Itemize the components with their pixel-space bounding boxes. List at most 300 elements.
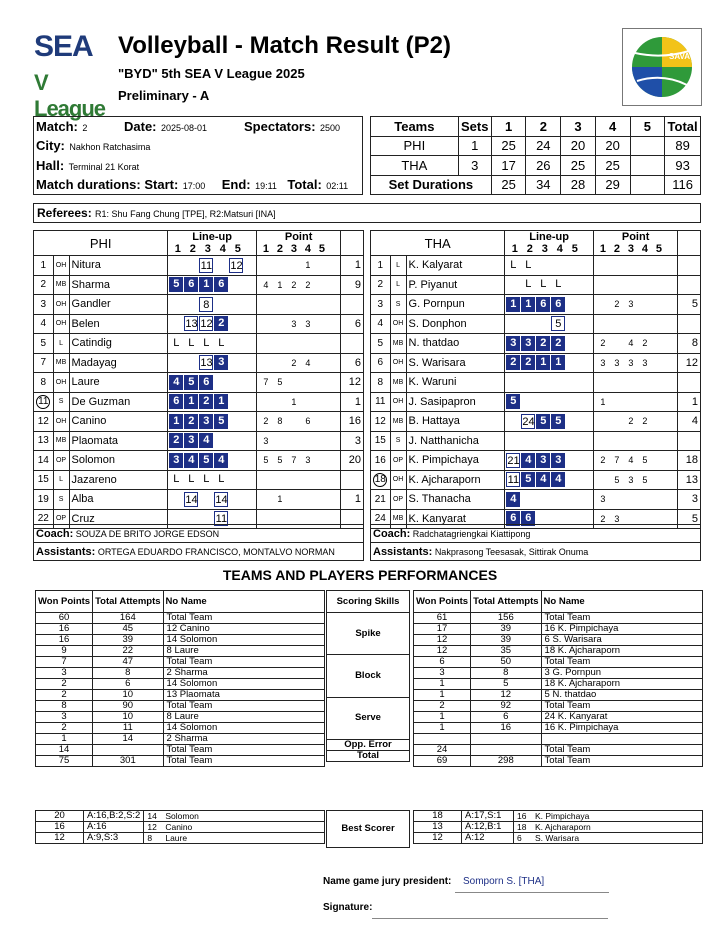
point-set-number: 3	[290, 243, 297, 255]
won-points: 12	[414, 646, 471, 657]
lineup-position-box	[521, 492, 535, 507]
player-name: N. thatdao	[406, 334, 505, 354]
best-scorer-breakdown: A:9,S:3	[84, 833, 144, 844]
player-or-team: Total Team	[541, 613, 702, 624]
lineup-position-box: 1	[184, 394, 198, 409]
player-or-team: 8 Laure	[163, 646, 324, 657]
player-position: MB	[53, 431, 69, 451]
performance-row	[36, 712, 325, 723]
best-scorer-points: 13	[414, 822, 462, 833]
sets-cell	[630, 136, 665, 156]
player-number: 24	[371, 509, 391, 529]
player-or-team: Total Team	[163, 756, 324, 767]
player-total-points: 1	[341, 490, 364, 510]
player-row	[34, 353, 364, 373]
phi-lineup-table	[33, 230, 364, 529]
set-point: 5	[263, 455, 269, 466]
lineup-position-box: 2	[199, 394, 213, 409]
lineup-position-box: L	[555, 278, 562, 291]
lineup-position-box	[229, 453, 243, 468]
best-scorer-player	[514, 811, 703, 822]
performance-row	[414, 668, 703, 679]
set-point: 3	[305, 455, 311, 466]
sets-header-cell: 5	[630, 117, 665, 137]
player-total-points: 12	[678, 353, 701, 373]
player-number: 1	[34, 256, 54, 276]
player-set-points	[256, 490, 340, 510]
set-point: 4	[628, 455, 634, 466]
best-scorer-breakdown: A:12	[462, 833, 514, 844]
date-row	[124, 118, 207, 136]
total-attempts: 5	[471, 679, 541, 690]
set-point: 2	[305, 279, 311, 290]
lineup-position-box: 13	[185, 318, 198, 331]
lineup-position-box: 3	[551, 453, 565, 468]
player-lineup	[168, 353, 257, 373]
referees-row	[33, 203, 701, 223]
total-attempts: 6	[471, 712, 541, 723]
skill-name: Spike	[327, 613, 410, 655]
player-name: Laure	[69, 373, 168, 393]
lineup-position-box: 2	[184, 414, 198, 429]
player-position: OP	[390, 490, 406, 510]
set-point: 3	[291, 318, 297, 329]
lineup-position-box: 6	[214, 277, 228, 292]
total-attempts: 10	[93, 690, 163, 701]
player-row	[371, 470, 701, 490]
set-point: 2	[263, 416, 269, 427]
player-or-team: 12 Canino	[163, 624, 324, 635]
player-or-team: Total Team	[541, 744, 702, 755]
player-lineup	[505, 295, 594, 315]
won-points: 1	[414, 723, 471, 734]
point-set-number: 1	[599, 243, 606, 255]
player-position: OH	[390, 314, 406, 334]
player-or-team: Total Team	[163, 657, 324, 668]
player-or-team: 24 K. Kanyarat	[541, 712, 702, 723]
end-label: End:	[221, 177, 251, 192]
player-position: MB	[390, 334, 406, 354]
player-position: MB	[53, 275, 69, 295]
total-time: 02:11	[326, 181, 349, 191]
won-points: 9	[36, 646, 93, 657]
player-set-points	[256, 431, 340, 451]
set-point: 5	[642, 474, 648, 485]
player-row	[34, 295, 364, 315]
player-position: L	[390, 275, 406, 295]
phase-label: Preliminary - A	[118, 88, 210, 103]
total-attempts: 47	[93, 657, 163, 668]
lineup-position-box	[229, 297, 243, 312]
lineup-position-box	[566, 316, 580, 331]
lineup-set-number: 2	[189, 243, 196, 255]
performance-title: TEAMS AND PLAYERS PERFORMANCES	[222, 567, 498, 583]
player-or-team: 2 Sharma	[163, 734, 324, 745]
best-scorer-breakdown: A:16	[84, 822, 144, 833]
player-total-points	[678, 275, 701, 295]
set-duration: 116	[665, 175, 701, 195]
player-row	[371, 412, 701, 432]
lineup-header: Line-up	[168, 231, 257, 244]
lineup-position-box	[229, 316, 243, 331]
lineup-position-box: 3	[506, 336, 520, 351]
total-attempts: 301	[93, 756, 163, 767]
player-or-team: 16 K. Pimpichaya	[541, 624, 702, 635]
won-points: 69	[414, 755, 471, 766]
total-attempts: 35	[471, 646, 541, 657]
player-position: OH	[53, 295, 69, 315]
lineup-position-box	[184, 258, 198, 273]
best-scorer-number: 16	[517, 811, 527, 821]
total-attempts: 12	[471, 690, 541, 701]
sets-cell: 25	[561, 156, 596, 176]
won-points: 16	[36, 624, 93, 635]
best-scorer-breakdown: A:16,B:2,S:2	[84, 811, 144, 822]
player-or-team: Total Team	[541, 755, 702, 766]
lineup-position-box: 6	[536, 297, 550, 312]
lineup-position-box	[566, 453, 580, 468]
player-name: Nitura	[69, 256, 168, 276]
player-name: De Guzman	[69, 392, 168, 412]
performance-row	[414, 734, 703, 745]
performance-row	[414, 755, 703, 766]
set-point: 1	[277, 494, 283, 505]
total-header	[341, 231, 364, 256]
lineup-position-box	[536, 433, 550, 448]
set-point: 2	[600, 513, 606, 524]
player-row	[371, 431, 701, 451]
player-lineup	[505, 490, 594, 510]
player-total-points	[678, 373, 701, 393]
player-lineup	[505, 451, 594, 471]
start-time: 17:00	[182, 181, 206, 191]
lineup-position-box: 6	[506, 511, 520, 526]
player-position: S	[390, 431, 406, 451]
lineup-position-box: 4	[536, 472, 550, 487]
sets-row-phi	[371, 136, 701, 156]
won-points: 1	[414, 712, 471, 723]
player-lineup	[505, 431, 594, 451]
won-points: 2	[36, 690, 93, 701]
lineup-position-box	[566, 394, 580, 409]
lineup-position-box: 11	[200, 259, 213, 272]
lineup-position-box: 2	[521, 355, 535, 370]
lineup-position-box: 14	[215, 493, 228, 506]
performance-row	[36, 745, 325, 756]
sets-header-cell: 1	[491, 117, 526, 137]
lineup-position-box	[521, 375, 535, 390]
lineup-set-numbers	[168, 243, 257, 256]
lineup-position-box	[536, 375, 550, 390]
player-total-points: 6	[341, 353, 364, 373]
total-attempts: 90	[93, 701, 163, 712]
won-points: 1	[36, 734, 93, 745]
sea-v-league-logo	[34, 30, 106, 121]
best-scorer-breakdown: A:17,S:1	[462, 811, 514, 822]
skill-row	[327, 655, 410, 697]
lineup-position-box	[229, 492, 243, 507]
lineup-position-box	[566, 472, 580, 487]
player-row	[34, 373, 364, 393]
city-row	[36, 137, 150, 155]
player-position: OH	[53, 373, 69, 393]
lineup-set-number: 3	[204, 243, 211, 255]
sets-cell: THA	[371, 156, 459, 176]
lineup-position-box	[169, 258, 183, 273]
no-name-header: No Name	[163, 591, 324, 613]
player-or-team: Total Team	[163, 613, 324, 624]
won-points: 7	[36, 657, 93, 668]
point-set-numbers	[256, 243, 340, 256]
player-position: OP	[53, 451, 69, 471]
lineup-position-box	[199, 492, 213, 507]
total-attempts: 16	[471, 723, 541, 734]
set-point: 1	[277, 279, 283, 290]
set-point: 3	[614, 357, 620, 368]
skills-header-row	[327, 591, 410, 613]
player-number: 5	[371, 334, 391, 354]
best-scorer-player	[514, 822, 703, 833]
won-points: 12	[414, 635, 471, 646]
total-attempts: 50	[471, 657, 541, 668]
player-lineup	[505, 392, 594, 412]
lineup-position-box	[229, 355, 243, 370]
player-set-points	[256, 412, 340, 432]
player-set-points	[256, 334, 340, 354]
lineup-position-box: 3	[536, 453, 550, 468]
player-name: Sharma	[69, 275, 168, 295]
lineup-position-box: 12	[200, 318, 213, 331]
performance-row	[36, 613, 325, 624]
player-or-team: Total Team	[163, 745, 324, 756]
lineup-position-box	[536, 394, 550, 409]
player-lineup	[168, 373, 257, 393]
lineup-position-box: 14	[185, 493, 198, 506]
lineup-position-box	[566, 336, 580, 351]
sets-cell: 26	[526, 156, 561, 176]
set-duration	[630, 175, 665, 195]
total-attempts: 6	[93, 679, 163, 690]
phi-coach-table	[33, 524, 364, 561]
best-scorer-points: 16	[36, 822, 84, 833]
best-scorer-row	[36, 811, 325, 822]
logo-line2: V League	[34, 70, 106, 121]
player-number: 2	[34, 275, 54, 295]
set-point: 3	[614, 513, 620, 524]
skill-name: Block	[327, 655, 410, 697]
player-name: Solomon	[69, 451, 168, 471]
set-point: 7	[291, 455, 297, 466]
player-name: Jazareno	[69, 470, 168, 490]
signature-line	[372, 918, 608, 919]
lineup-position-box: L	[525, 278, 532, 291]
sets-cell: 89	[665, 136, 701, 156]
player-lineup	[168, 392, 257, 412]
lineup-position-box: 6	[169, 394, 183, 409]
lineup-position-box	[214, 297, 228, 312]
set-point: 8	[277, 416, 283, 427]
skill-row	[327, 751, 410, 762]
lineup-position-box: 1	[214, 394, 228, 409]
performance-row	[36, 668, 325, 679]
lineup-position-box	[229, 375, 243, 390]
performance-header-row	[414, 591, 703, 613]
jury-underline	[455, 892, 609, 893]
set-point: 3	[600, 357, 606, 368]
lineup-position-box	[506, 414, 520, 429]
player-position: S	[390, 295, 406, 315]
player-total-points: 3	[678, 490, 701, 510]
jury-president-label: Name game jury president:	[323, 876, 452, 887]
lineup-position-box	[566, 433, 580, 448]
player-number: 7	[34, 353, 54, 373]
point-set-number: 1	[262, 243, 269, 255]
total-attempts: 8	[471, 668, 541, 679]
lineup-position-box: L	[218, 336, 225, 349]
lineup-position-box	[566, 375, 580, 390]
sets-header-cell: Sets	[458, 117, 491, 137]
player-row	[371, 451, 701, 471]
skill-row	[327, 740, 410, 751]
player-set-points	[593, 314, 677, 334]
lineup-position-box: 5	[551, 414, 565, 429]
total-attempts: 11	[93, 723, 163, 734]
player-total-points	[678, 431, 701, 451]
lineup-position-box	[551, 492, 565, 507]
sets-header-cell: Total	[665, 117, 701, 137]
lineup-position-box	[506, 433, 520, 448]
competition-name: "BYD" 5th SEA V League 2025	[118, 66, 305, 81]
player-total-points: 20	[341, 451, 364, 471]
player-row	[371, 314, 701, 334]
player-set-points	[256, 353, 340, 373]
player-position: MB	[53, 353, 69, 373]
lineup-position-box	[566, 492, 580, 507]
best-scorer-name: Solomon	[165, 811, 199, 821]
performance-row	[414, 701, 703, 712]
player-name: K. Waruni	[406, 373, 505, 393]
won-points-header: Won Points	[414, 591, 471, 613]
performance-row	[414, 624, 703, 635]
hall-label: Hall:	[36, 158, 65, 173]
lineup-position-box: 6	[184, 277, 198, 292]
sets-cell: 1	[458, 136, 491, 156]
lineup-position-box: 1	[169, 414, 183, 429]
lineup-position-box: 13	[200, 357, 213, 370]
set-duration: 29	[595, 175, 630, 195]
set-point: 1	[600, 396, 606, 407]
performance-header-row	[36, 591, 325, 613]
player-lineup	[168, 256, 257, 276]
sets-header-cell: 4	[595, 117, 630, 137]
lineup-position-box: 12	[230, 259, 243, 272]
player-total-points: 8	[678, 334, 701, 354]
lineup-position-box	[506, 375, 520, 390]
lineup-position-box: 6	[199, 375, 213, 390]
performance-row	[36, 756, 325, 767]
player-name: P. Piyanut	[406, 275, 505, 295]
lineup-position-box: 3	[169, 453, 183, 468]
match-number-row	[36, 118, 87, 136]
skill-name: Total	[327, 751, 410, 762]
best-scorer-player	[514, 833, 703, 844]
lineup-header: Line-up	[505, 231, 594, 244]
lineup-position-box	[566, 277, 580, 292]
referees-value: R1: Shu Fang Chung [TPE], R2:Matsuri [INA]	[95, 209, 276, 219]
performance-row	[414, 657, 703, 668]
won-points: 17	[414, 624, 471, 635]
total-attempts: 92	[471, 701, 541, 712]
won-points: 61	[414, 613, 471, 624]
tha-best-scorer-table	[413, 810, 703, 844]
best-scorer-number: 14	[147, 811, 157, 821]
player-set-points	[256, 256, 340, 276]
phi-coach-row	[34, 525, 364, 543]
total-attempts	[471, 734, 541, 745]
total-header	[678, 231, 701, 256]
skill-name: Serve	[327, 697, 410, 739]
lineup-position-box: 11	[215, 513, 228, 526]
player-lineup	[505, 256, 594, 276]
duration-row	[36, 176, 348, 194]
player-set-points	[593, 431, 677, 451]
player-position: OH	[53, 256, 69, 276]
best-scorer-row	[414, 811, 703, 822]
lineup-position-box	[566, 414, 580, 429]
total-attempts: 8	[93, 668, 163, 679]
sets-header-cell: 2	[526, 117, 561, 137]
player-lineup	[168, 295, 257, 315]
player-row	[34, 431, 364, 451]
player-set-points	[256, 451, 340, 471]
sets-cell	[630, 156, 665, 176]
player-name: S. Warisara	[406, 353, 505, 373]
player-number: 19	[34, 490, 54, 510]
player-set-points	[256, 373, 340, 393]
won-points-header: Won Points	[36, 591, 93, 613]
set-point: 2	[642, 416, 648, 427]
lineup-header-row	[371, 231, 701, 244]
player-total-points: 1	[341, 392, 364, 412]
player-number: 11	[371, 392, 391, 412]
won-points: 3	[36, 668, 93, 679]
lineup-position-box	[229, 472, 243, 487]
won-points: 3	[36, 712, 93, 723]
spectators-value: 2500	[319, 123, 341, 133]
team-name: PHI	[34, 231, 168, 256]
tha-assistants: Nakprasong Teesasak, Sittirak Onuma	[434, 546, 589, 557]
phi-assistants-row	[34, 543, 364, 561]
player-total-points: 1	[341, 256, 364, 276]
lineup-position-box	[169, 355, 183, 370]
player-total-points: 12	[341, 373, 364, 393]
page-title: Volleyball - Match Result (P2)	[118, 32, 451, 59]
signature-label: Signature:	[323, 902, 373, 913]
lineup-position-box	[551, 258, 565, 273]
lineup-position-box: 4	[521, 453, 535, 468]
lineup-set-number: 1	[174, 243, 181, 255]
lineup-position-box	[521, 316, 535, 331]
player-name: G. Pornpun	[406, 295, 505, 315]
tha-coach: Radchatagriengkai Kiattipong	[412, 528, 531, 539]
hall-row	[36, 157, 139, 175]
player-name: Cruz	[69, 509, 168, 529]
player-lineup	[505, 373, 594, 393]
player-name: S. Donphon	[406, 314, 505, 334]
coach-label: Coach:	[36, 527, 74, 540]
player-row	[34, 334, 364, 354]
lineup-set-number: 3	[541, 243, 548, 255]
